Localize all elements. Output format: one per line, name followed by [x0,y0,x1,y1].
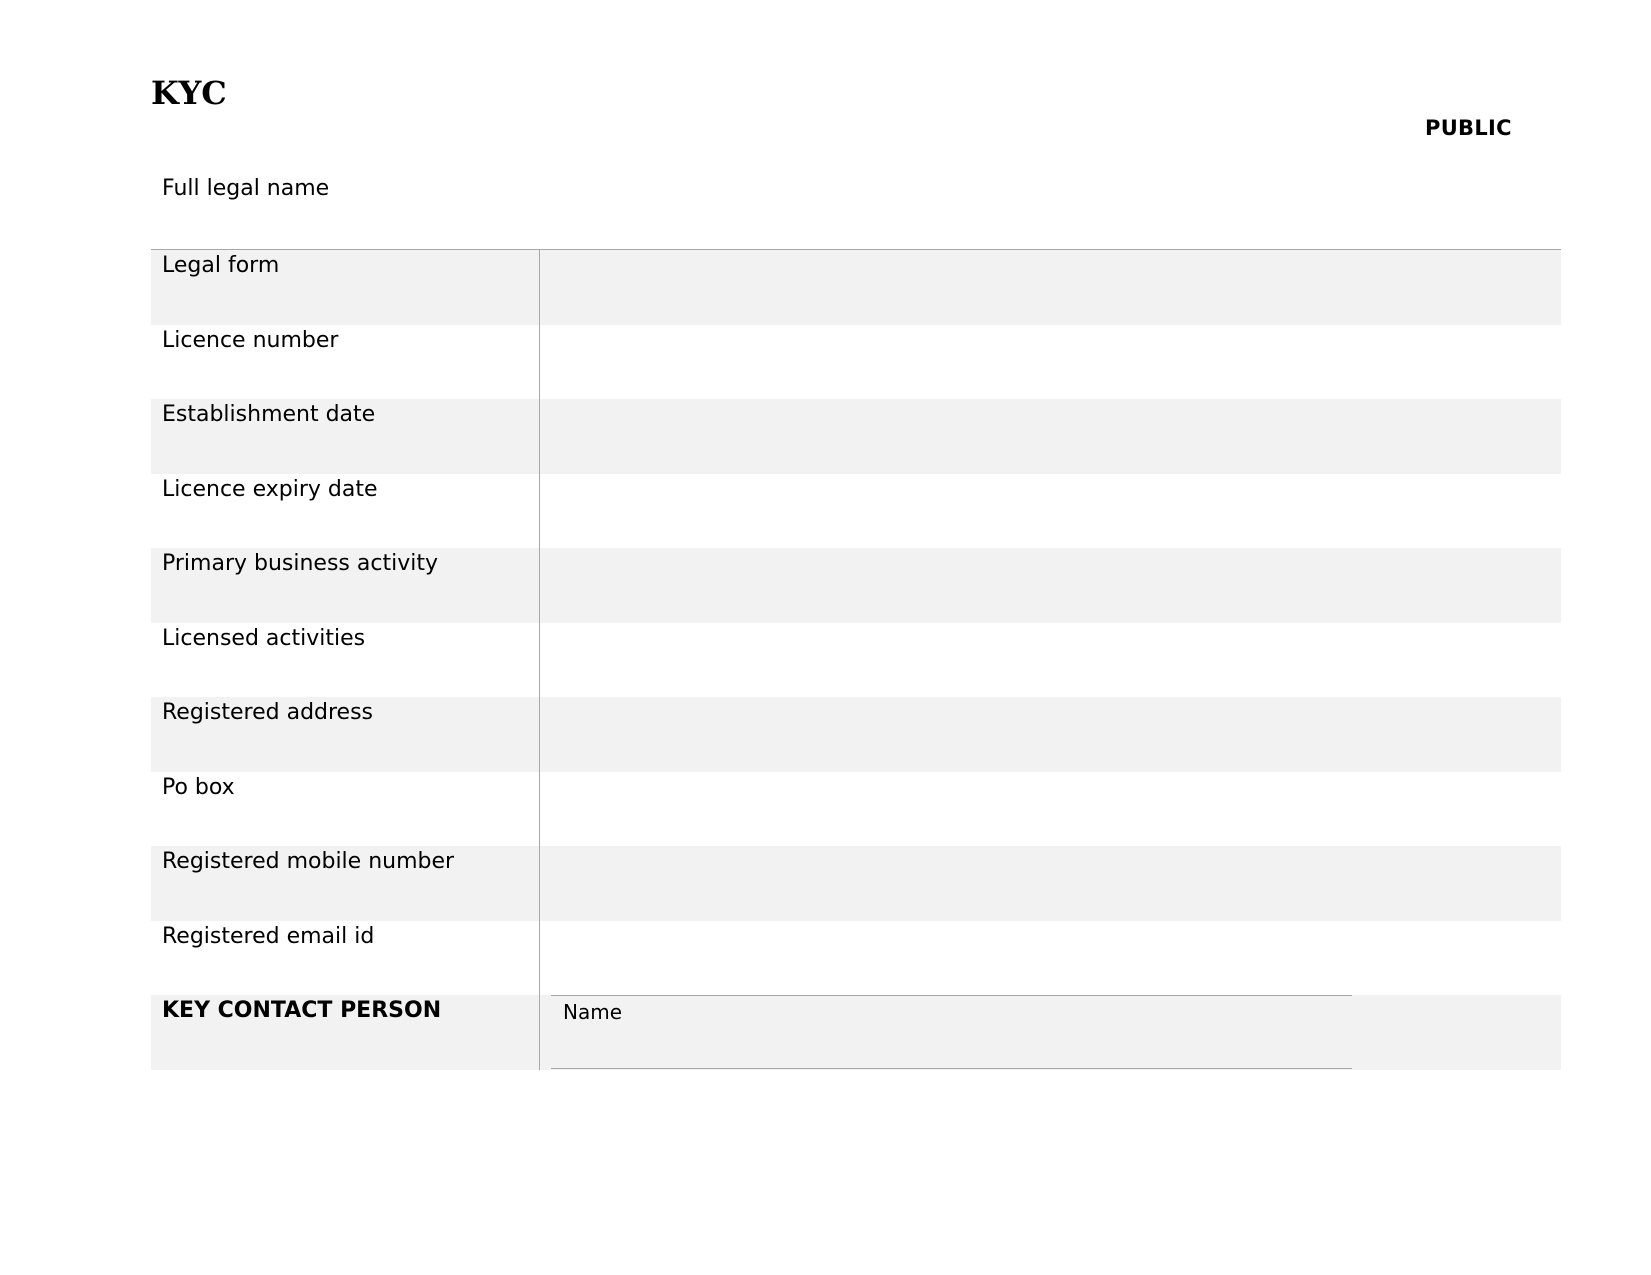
licence-number-field[interactable] [540,325,1561,400]
document-title: KYC [151,74,228,112]
field-label: Licence expiry date [151,474,540,549]
field-label: Registered email id [151,921,540,996]
field-label: Licence number [151,325,540,400]
kyc-form-table [151,249,1561,1070]
establishment-date-field[interactable] [540,399,1561,474]
table-row-key-contact-person [151,995,1561,1070]
field-label: Registered address [151,697,540,772]
table-row-licensed-activities [151,623,1561,698]
primary-business-activity-field[interactable] [540,548,1561,623]
field-label: Registered mobile number [151,846,540,921]
po-box-field[interactable] [540,772,1561,847]
classification-label: PUBLIC [1425,116,1512,140]
key-contact-cell [540,995,1561,1070]
key-contact-name-field[interactable] [551,995,1352,1069]
table-row-po-box [151,772,1561,847]
field-label: Primary business activity [151,548,540,623]
table-row-registered-mobile-number [151,846,1561,921]
name-label: Name [563,1000,623,1024]
field-label: Licensed activities [151,623,540,698]
licence-expiry-date-field[interactable] [540,474,1561,549]
table-row-registered-email-id [151,921,1561,996]
legal-form-field[interactable] [540,250,1561,325]
table-row-licence-number [151,325,1561,400]
table-row-legal-form [151,250,1561,325]
table-row-registered-address [151,697,1561,772]
field-label: Po box [151,772,540,847]
registered-address-field[interactable] [540,697,1561,772]
licensed-activities-field[interactable] [540,623,1561,698]
registered-mobile-number-field[interactable] [540,846,1561,921]
full-legal-name-label: Full legal name [162,176,330,201]
table-row-primary-business-activity [151,548,1561,623]
registered-email-id-field[interactable] [540,921,1561,996]
field-label: Legal form [151,250,540,325]
field-label: Establishment date [151,399,540,474]
table-row-licence-expiry-date [151,474,1561,549]
key-contact-person-label: KEY CONTACT PERSON [151,995,540,1070]
table-row-establishment-date [151,399,1561,474]
